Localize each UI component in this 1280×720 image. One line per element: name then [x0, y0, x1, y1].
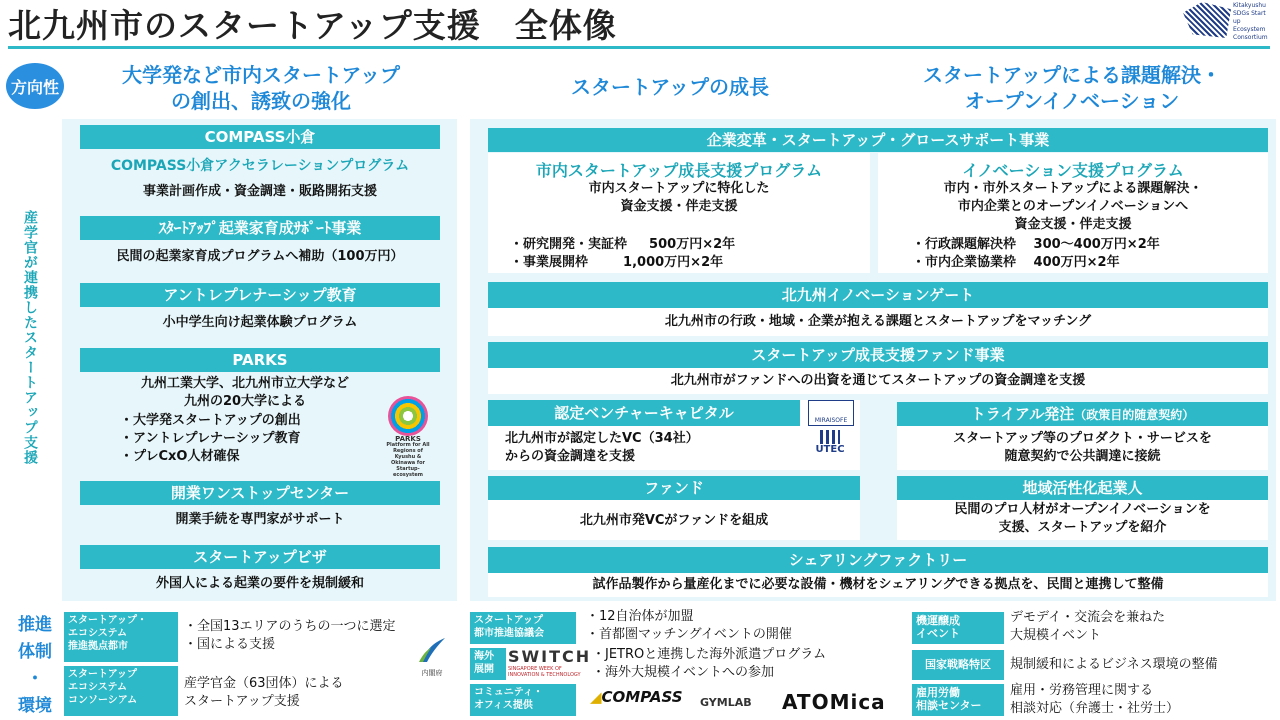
vertical-label: 産学官が連携したスタートアップ支援 [22, 210, 38, 465]
parks-logo-name: PARKS [395, 435, 421, 443]
trial-title-main: トライアル発注 [970, 405, 1075, 423]
col1-label-1: スタートアップ エコシステム コンソーシアム [64, 666, 178, 716]
switch-logo [508, 647, 592, 680]
parks-lines: 九州工業大学、北九州市立大学など 九州の20大学による [140, 376, 349, 409]
title-underline [8, 46, 1270, 49]
switch-logo-sub: SINGAPORE WEEK OF INNOVATION & TECHNOLOGY [508, 666, 581, 678]
atomica-logo [782, 690, 886, 714]
parks-bullets: ・大学発スタートアップの創出 ・アントレプレナーシップ教育 ・プレCxO人材確保 [120, 413, 301, 464]
kigyouka-title: ｽﾀｰﾄｱｯﾌﾟ起業家育成ｻﾎﾟｰﾄ事業 [80, 216, 440, 240]
col2-label-1: 海外 展開 [470, 648, 506, 680]
fund-text: 北九州市発VCがファンドを組成 [579, 513, 769, 528]
col1-text-1: 産学官金（63団体）による スタートアップ支援 [184, 676, 344, 709]
cabinet-office-icon [417, 636, 447, 664]
parks-logo-caption: Platform for All Regions of Kyushu & Okinawa for Startup-ecosystem [386, 442, 430, 478]
entrepreneurship-title: アントレプレナーシップ教育 [80, 283, 440, 307]
col3-label-0: 機運醸成 イベント [912, 612, 1004, 644]
onestop-text: 開業手続を専門家がサポート [175, 512, 345, 527]
col2-label-0: スタートアップ 都市推進協議会 [470, 612, 576, 644]
compass-logo-text: COMPASS [601, 688, 683, 706]
innovation-program-items: ・行政課題解決枠 300～400万円×2年 ・市内企業協業枠 400万円×2年 [912, 237, 1160, 270]
direction-solution: スタートアップによる課題解決・ オープンイノベーション [923, 63, 1221, 113]
compass-subtitle: COMPASS小倉アクセラレーションプログラム [110, 158, 410, 174]
entrepreneurship-text: 小中学生向け起業体験プログラム [162, 315, 358, 330]
sharing-title: シェアリングファクトリー [488, 547, 1268, 573]
compass-text: 事業計画作成・資金調達・販路開拓支援 [142, 184, 377, 199]
trial-text: スタートアップ等のプロダクト・サービスを 随意契約で公共調達に接続 [953, 431, 1212, 464]
vc-text: 北九州市が認定したVC（34社） からの資金調達を支援 [505, 431, 699, 464]
compass-title: COMPASS小倉 [80, 125, 440, 149]
innovation-gate-text: 北九州市の行政・地域・企業が抱える課題とスタートアップをマッチング [664, 314, 1092, 329]
bottom-side-label: 推進 体制 ・ 環境 [18, 615, 52, 716]
growth-support-title: 企業変革・スタートアップ・グロースサポート事業 [488, 128, 1268, 152]
trial-title [897, 402, 1268, 426]
switch-logo-text: SWITCH [508, 647, 592, 666]
page-title: 北九州市のスタートアップ支援 全体像 [8, 6, 617, 45]
col3-label-2: 雇用労働 相談センター [912, 684, 1004, 716]
cabinet-office-text: 内閣府 [421, 669, 443, 677]
direction-creation: 大学発など市内スタートアップ の創出、誘致の強化 [122, 63, 400, 113]
consortium-logo [1183, 2, 1273, 40]
fund-project-title: スタートアップ成長支援ファンド事業 [488, 342, 1268, 368]
local-title: 地域活性化起業人 [897, 476, 1268, 500]
compass-logo-icon: ◢ [590, 688, 602, 706]
consortium-logo-mark [1183, 2, 1231, 38]
vc-logo-utec [812, 430, 848, 460]
fund-title: ファンド [488, 476, 860, 500]
trial-title-small: （政策目的随意契約） [1074, 408, 1195, 422]
sharing-text: 試作品製作から量産化までに必要な設備・機材をシェアリングできる拠点を、民間と連携して整備 [592, 577, 1164, 592]
vc-logo-mirai-text: MIRAISOFE [814, 417, 848, 424]
col3-text-2: 雇用・労務管理に関する 相談対応（弁護士・社労士） [1010, 683, 1180, 716]
innovation-gate-title: 北九州イノベーションゲート [488, 282, 1268, 308]
growth-program-text: 市内スタートアップに特化した 資金支援・伴走支援 [588, 181, 770, 214]
col2-label-2: コミュニティ・ オフィス提供 [470, 684, 576, 716]
vc-logo-mirai [808, 400, 854, 426]
col1-text-0: ・全国13エリアのうちの一つに選定 ・国による支援 [184, 619, 396, 652]
growth-program-items: ・研究開発・実証枠 500万円×2年 ・事業展開枠 1,000万円×2年 [510, 237, 736, 270]
vc-title: 認定ベンチャーキャピタル [488, 400, 800, 426]
col3-label-1: 国家戦略特区 [912, 650, 1004, 680]
vc-logo-utec-text: UTEC [815, 444, 845, 455]
gymlab-logo-text: GYMLAB [700, 696, 752, 709]
kigyouka-text: 民間の起業家育成プログラムへ補助（100万円） [116, 249, 404, 264]
local-text: 民間のプロ人材がオープンイノベーションを 支援、スタートアップを紹介 [954, 502, 1211, 535]
direction-growth: スタートアップの成長 [571, 75, 769, 99]
gymlab-logo [700, 696, 752, 709]
parks-logo [386, 396, 430, 478]
growth-program-title: 市内スタートアップ成長支援プログラム [535, 161, 823, 180]
col2-text-1: ・JETROと連携した海外派遣プログラム ・海外大規模イベントへの参加 [592, 647, 827, 680]
parks-title: PARKS [80, 348, 440, 372]
atomica-logo-text: ATOMica [782, 690, 886, 714]
col3-text-0: デモデイ・交流会を兼ねた 大規模イベント [1010, 610, 1166, 643]
utec-icon [820, 430, 840, 444]
col2-text-0: ・12自治体が加盟 ・首都圏マッチングイベントの開催 [586, 609, 792, 642]
fund-project-text: 北九州市がファンドへの出資を通じてスタートアップの資金調達を支援 [670, 373, 1086, 388]
innovation-program-text: 市内・市外スタートアップによる課題解決・ 市内企業とのオープンイノベーションへ 資金支援・伴走支援 [943, 181, 1203, 232]
parks-flower-icon [388, 396, 428, 436]
innovation-program-title: イノベーション支援プログラム [962, 161, 1184, 180]
col1-label-0: スタートアップ・ エコシステム 推進拠点都市 [64, 612, 178, 662]
col3-text-1: 規制緩和によるビジネス環境の整備 [1010, 657, 1218, 672]
visa-title: スタートアップビザ [80, 545, 440, 569]
compass-logo [590, 688, 683, 706]
cabinet-office-logo [412, 636, 452, 680]
visa-text: 外国人による起業の要件を規制緩和 [155, 576, 364, 591]
direction-badge: 方向性 [6, 63, 64, 109]
onestop-title: 開業ワンストップセンター [80, 481, 440, 505]
consortium-logo-text: Kitakyushu SDGs Start up Ecosystem Consortium [1233, 2, 1268, 41]
